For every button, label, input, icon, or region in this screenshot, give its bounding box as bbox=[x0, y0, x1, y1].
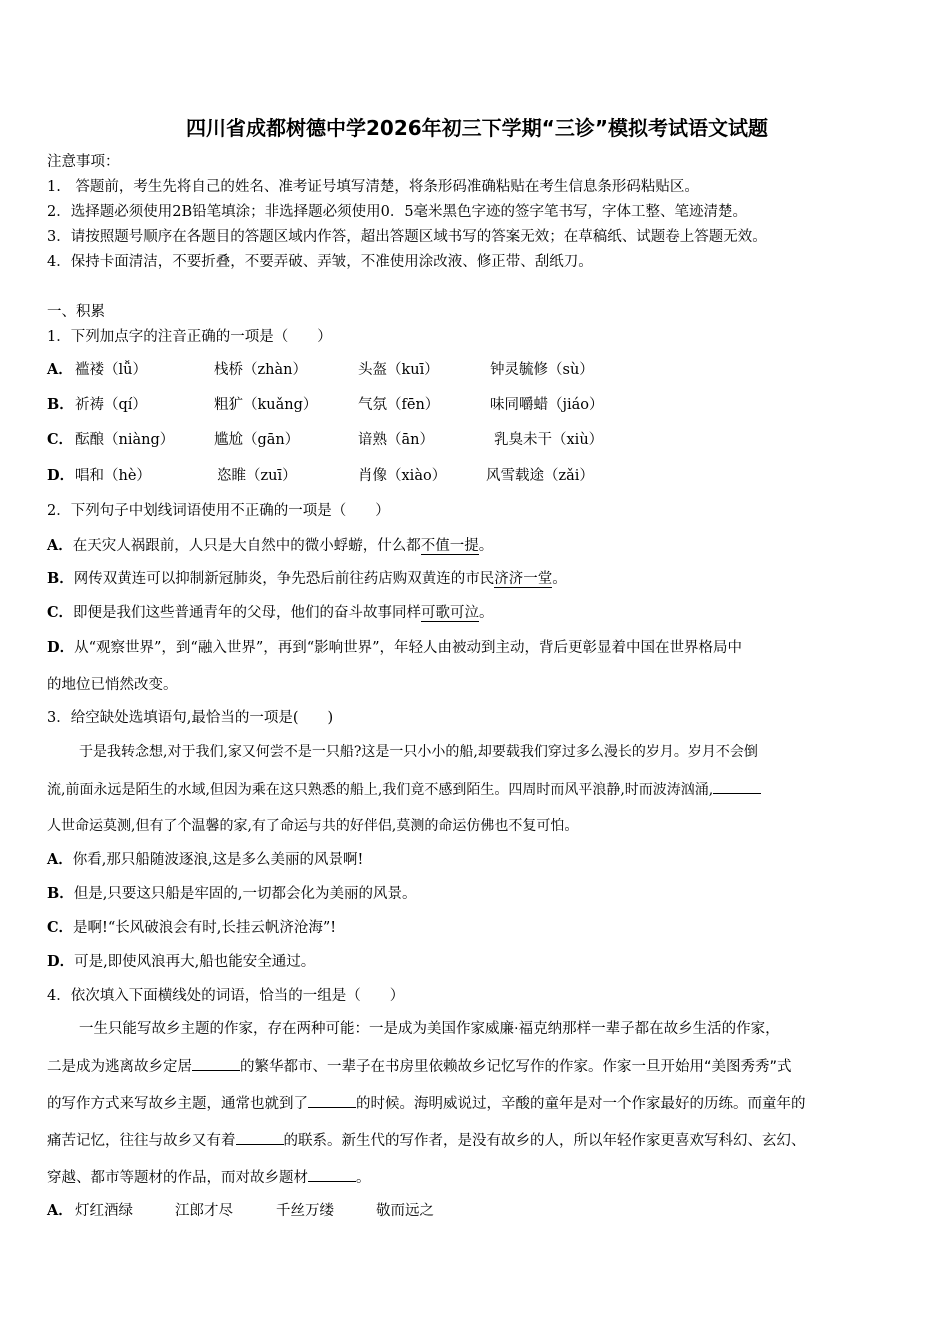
q4-passage-line-5: 穿越、都市等题材的作品，而对故乡题材 。 bbox=[47, 1167, 371, 1188]
q4-stem: 4．依次填入下面横线处的词语，恰当的一组是（ ） bbox=[47, 988, 405, 1004]
notice-heading: 注意事项： bbox=[47, 154, 120, 170]
q2-option-c: C．即便是我们这些普通青年的父母，他们的奋斗故事同样可歌可泣。 bbox=[47, 604, 494, 621]
q2-stem: 2．下列句子中划线词语使用不正确的一项是（ ） bbox=[47, 503, 390, 519]
section-heading: 一、积累 bbox=[47, 304, 105, 320]
q4-blank-4 bbox=[308, 1167, 356, 1182]
notice-item-1: 1. 答题前，考生先将自己的姓名、准考证号填写清楚，将条形码准确粘贴在考生信息条形码粘贴区。 bbox=[47, 179, 699, 195]
q2-option-d-cont: 的地位已悄然改变。 bbox=[47, 677, 178, 693]
notice-item-3: 3．请按照题号顺序在各题目的答题区域内作答，超出答题区域书写的答案无效；在草稿纸、试题卷上答题无效。 bbox=[47, 229, 767, 245]
q3-passage-line-1: 于是我转念想,对于我们,家又何尝不是一只船?这是一只小小的船,却要载我们穿过多么漫长的岁月。岁月不会倒 bbox=[79, 744, 758, 760]
exam-title: 四川省成都树德中学2026年初三下学期“三诊”模拟考试语文试题 bbox=[186, 116, 768, 140]
q4-passage-line-2: 二是成为逃离故乡定居 的繁华都市、一辈子在书房里依赖故乡记忆写作的作家。作家一旦开始用“美图秀秀”式 bbox=[47, 1056, 792, 1077]
q3-stem: 3．给空缺处选填语句,最恰当的一项是( ) bbox=[47, 710, 334, 726]
q1-stem: 1．下列加点字的注音正确的一项是（ ） bbox=[47, 329, 332, 345]
q3-option-a: A．你看,那只船随波逐浪,这是多么美丽的风景啊! bbox=[47, 851, 364, 868]
q4-blank-3 bbox=[236, 1130, 284, 1145]
q3-passage-line-3: 人世命运莫测,但有了个温馨的家,有了命运与共的好伴侣,莫测的命运仿佛也不复可怕。 bbox=[47, 818, 579, 834]
q4-passage-line-1: 一生只能写故乡主题的作家，存在两种可能：一是成为美国作家威廉·福克纳那样一辈子都在故乡生活的作家， bbox=[79, 1021, 780, 1037]
q3-blank bbox=[713, 779, 761, 794]
q4-blank-2 bbox=[308, 1093, 356, 1108]
notice-item-2: 2．选择题必须使用2B铅笔填涂；非选择题必须使用0．5毫米黑色字迹的签字笔书写，字体工整、笔迹清楚。 bbox=[47, 204, 748, 220]
q3-option-d: D．可是,即使风浪再大,船也能安全通过。 bbox=[47, 953, 316, 970]
q4-passage-line-3: 的写作方式来写故乡主题，通常也就到了 的时候。海明威说过，辛酸的童年是对一个作家最好的历练。而童年的 bbox=[47, 1093, 806, 1114]
q2-option-b: B．网传双黄连可以抑制新冠肺炎，争先恐后前往药店购双黄连的市民济济一堂。 bbox=[47, 570, 567, 587]
q3-passage-line-2: 流,前面永远是陌生的水域,但因为乘在这只熟悉的船上,我们竟不感到陌生。四周时而风平浪静,时而波涛汹涌, bbox=[47, 779, 761, 800]
q4-passage-line-4: 痛苦记忆，往往与故乡又有着 的联系。新生代的写作者，是没有故乡的人，所以年轻作家更喜欢写科幻、玄幻、 bbox=[47, 1130, 806, 1151]
q2-option-d: D．从“观察世界”，到“融入世界”，再到“影响世界”，年轻人由被动到主动，背后更彰显着中国在世界格局中 bbox=[47, 639, 743, 656]
q4-blank-1 bbox=[192, 1056, 240, 1071]
notice-item-4: 4．保持卡面清洁，不要折叠，不要弄破、弄皱，不准使用涂改液、修正带、刮纸刀。 bbox=[47, 254, 593, 270]
q3-option-c: C．是啊!“长风破浪会有时,长挂云帆济沧海”! bbox=[47, 919, 337, 936]
q3-option-b: B．但是,只要这只船是牢固的,一切都会化为美丽的风景。 bbox=[47, 885, 417, 902]
q2-option-a: A．在天灾人祸跟前，人只是大自然中的微小蜉蝣，什么都不值一提。 bbox=[47, 537, 494, 554]
